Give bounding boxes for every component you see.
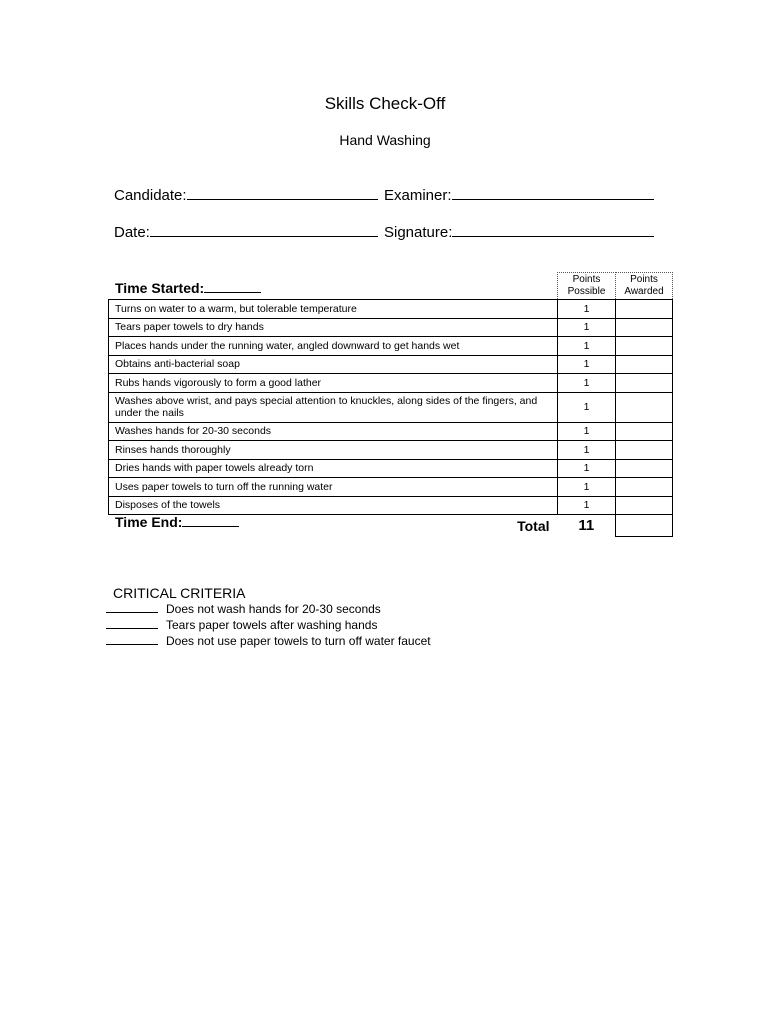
time-end-blank[interactable] — [182, 513, 239, 527]
critical-item-text: Does not use paper towels to turn off water faucet — [166, 634, 431, 648]
candidate-field[interactable] — [114, 185, 378, 205]
examiner-label: Examiner: — [384, 187, 452, 204]
table-row — [109, 300, 673, 319]
date-blank[interactable] — [150, 222, 378, 237]
points-awarded-cell[interactable] — [616, 478, 673, 497]
total-label: Total — [109, 515, 558, 537]
table-row — [109, 496, 673, 515]
points-awarded-cell[interactable] — [616, 300, 673, 319]
points-awarded-cell[interactable] — [616, 392, 673, 422]
points-possible-cell: 1 — [558, 318, 616, 337]
task-cell: Dries hands with paper towels already torn — [109, 459, 558, 478]
points-awarded-cell[interactable] — [616, 496, 673, 515]
page-title: Skills Check-Off — [324, 94, 446, 113]
critical-item-text: Does not wash hands for 20-30 seconds — [166, 602, 381, 616]
points-awarded-cell[interactable] — [616, 459, 673, 478]
task-cell: Obtains anti-bacterial soap — [109, 355, 558, 374]
points-awarded-cell[interactable] — [616, 422, 673, 441]
points-possible-cell: 1 — [558, 422, 616, 441]
critical-criteria-title: CRITICAL CRITERIA — [113, 585, 246, 601]
signature-field[interactable] — [384, 222, 654, 242]
points-awarded-cell[interactable] — [616, 337, 673, 356]
table-row — [109, 392, 673, 422]
table-row — [109, 441, 673, 460]
critical-item — [106, 617, 377, 632]
points-possible-cell: 1 — [558, 459, 616, 478]
signature-blank[interactable] — [452, 222, 654, 237]
table-row — [109, 355, 673, 374]
points-awarded-cell[interactable] — [616, 318, 673, 337]
col-header-points-awarded: Points Awarded — [616, 273, 673, 300]
critical-item-blank[interactable] — [106, 633, 158, 645]
date-field[interactable] — [114, 222, 378, 242]
points-possible-cell: 1 — [558, 355, 616, 374]
table-row — [109, 478, 673, 497]
header-spacer — [109, 273, 558, 300]
table-row — [109, 422, 673, 441]
task-cell: Disposes of the towels — [109, 496, 558, 515]
table-row — [109, 459, 673, 478]
task-cell: Rinses hands thoroughly — [109, 441, 558, 460]
table-header-row — [109, 273, 673, 300]
critical-item-blank[interactable] — [106, 617, 158, 629]
time-end-label: Time End: — [115, 514, 183, 530]
task-cell: Tears paper towels to dry hands — [109, 318, 558, 337]
critical-item-blank[interactable] — [106, 601, 158, 613]
points-possible-cell: 1 — [558, 496, 616, 515]
candidate-label: Candidate: — [114, 187, 187, 204]
points-possible-cell: 1 — [558, 441, 616, 460]
points-awarded-cell[interactable] — [616, 441, 673, 460]
col-header-points-possible: Points Possible — [558, 273, 616, 300]
points-possible-cell: 1 — [558, 337, 616, 356]
task-cell: Uses paper towels to turn off the running water — [109, 478, 558, 497]
points-possible-cell: 1 — [558, 300, 616, 319]
points-possible-cell: 1 — [558, 392, 616, 422]
date-label: Date: — [114, 224, 150, 241]
critical-item — [106, 633, 431, 648]
checklist-table — [108, 272, 673, 537]
time-end-field[interactable] — [115, 513, 239, 530]
candidate-blank[interactable] — [187, 185, 378, 200]
task-cell: Washes above wrist, and pays special attention to knuckles, along sides of the fingers, and under the nails — [109, 392, 558, 422]
table-row — [109, 374, 673, 393]
task-cell: Turns on water to a warm, but tolerable temperature — [109, 300, 558, 319]
points-possible-cell: 1 — [558, 374, 616, 393]
total-awarded-cell[interactable] — [616, 515, 673, 537]
table-row — [109, 337, 673, 356]
critical-item-text: Tears paper towels after washing hands — [166, 618, 378, 632]
points-awarded-cell[interactable] — [616, 374, 673, 393]
table-row — [109, 318, 673, 337]
points-possible-cell: 1 — [558, 478, 616, 497]
points-awarded-cell[interactable] — [616, 355, 673, 374]
examiner-field[interactable] — [384, 185, 654, 205]
task-cell: Washes hands for 20-30 seconds — [109, 422, 558, 441]
critical-item — [106, 601, 381, 616]
total-value: 11 — [558, 515, 616, 537]
task-cell: Places hands under the running water, angled downward to get hands wet — [109, 337, 558, 356]
examiner-blank[interactable] — [452, 185, 654, 200]
task-cell: Rubs hands vigorously to form a good lather — [109, 374, 558, 393]
signature-label: Signature: — [384, 224, 453, 241]
time-started-label: Time Started: — [115, 280, 205, 296]
page-subtitle: Hand Washing — [339, 132, 431, 148]
